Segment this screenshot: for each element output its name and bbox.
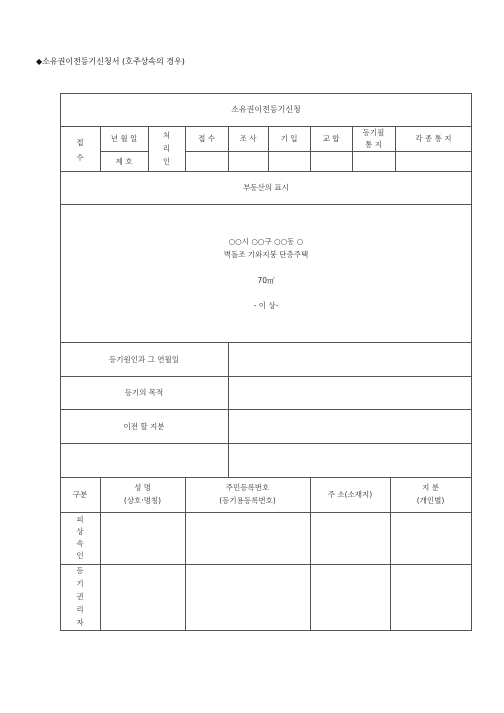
party-col-address: 주 소(소재지): [327, 490, 373, 499]
party-row1-char: 속: [76, 539, 84, 548]
form-title: 소유권이전등기신청: [231, 105, 301, 114]
party-row1-char: 인: [76, 551, 84, 560]
receipt-col: 교 합: [322, 134, 340, 143]
receipt-label-b: 수: [76, 153, 84, 162]
party-row2-char: 기: [76, 579, 84, 588]
rule: [60, 342, 472, 343]
table-border-top: [60, 93, 472, 94]
rule: [60, 171, 472, 172]
property-line: ○○시 ○○구 ○○동 ○: [228, 237, 304, 246]
party-col-id-a: 주민등록번호: [225, 483, 270, 492]
table-border-right: [471, 93, 472, 631]
party-col-type: 구분: [72, 490, 88, 499]
party-row2-char: 리: [76, 605, 84, 614]
notice-label-a: 등기필: [362, 128, 385, 137]
form-heading: ◆소유권이전등기신청서 (호주상속의 경우): [36, 57, 185, 66]
row-label-purpose: 등기의 목적: [124, 388, 164, 397]
table-border-bottom: [60, 630, 472, 631]
process-label-c: 인: [162, 157, 171, 166]
property-line: 벽돌조 기와지붕 단층주택: [223, 250, 309, 259]
party-row2-char: 등: [76, 566, 84, 575]
receipt-col: 기 입: [280, 134, 298, 143]
each-notice-label: 각 종 통 지: [415, 134, 452, 143]
receipt-label-a: 접: [76, 138, 84, 147]
party-row2-char: 권: [76, 592, 84, 601]
receipt-number-label: 제 호: [115, 157, 133, 166]
row-label-share: 이전 할 지분: [123, 422, 165, 431]
rule: [100, 151, 148, 152]
process-label-a: 처: [162, 131, 171, 140]
process-label-b: 리: [162, 144, 171, 153]
rule: [60, 443, 472, 444]
party-col-share-a: 지 분: [422, 483, 439, 492]
party-row2-char: 자: [76, 618, 84, 627]
party-row1-char: 상: [76, 527, 84, 536]
receipt-col: 조 사: [239, 134, 257, 143]
party-col-name-b: (상호·명칭): [123, 496, 162, 505]
rule: [60, 204, 472, 205]
party-col-name-a: 성 명: [134, 483, 151, 492]
rule: [228, 342, 229, 477]
property-header: 부동산의 표시: [243, 183, 289, 192]
notice-label-b: 통 지: [365, 140, 382, 149]
receipt-date-label: 년 월 일: [110, 134, 138, 143]
rule: [310, 477, 311, 631]
receipt-col: 접 수: [198, 134, 215, 143]
rule: [60, 376, 472, 377]
rule: [60, 126, 472, 127]
rule: [60, 477, 472, 478]
rule: [60, 512, 472, 513]
property-line: - 이 상-: [253, 301, 279, 310]
property-line: 70㎡: [257, 276, 275, 285]
rule: [60, 409, 472, 410]
party-col-id-b: (등기용등록번호): [219, 496, 276, 505]
party-row1-char: 피: [76, 515, 84, 524]
party-col-share-b: (개인별): [416, 496, 445, 505]
rule: [60, 564, 472, 565]
row-label-cause: 등기원인과 그 연월일: [109, 355, 179, 364]
